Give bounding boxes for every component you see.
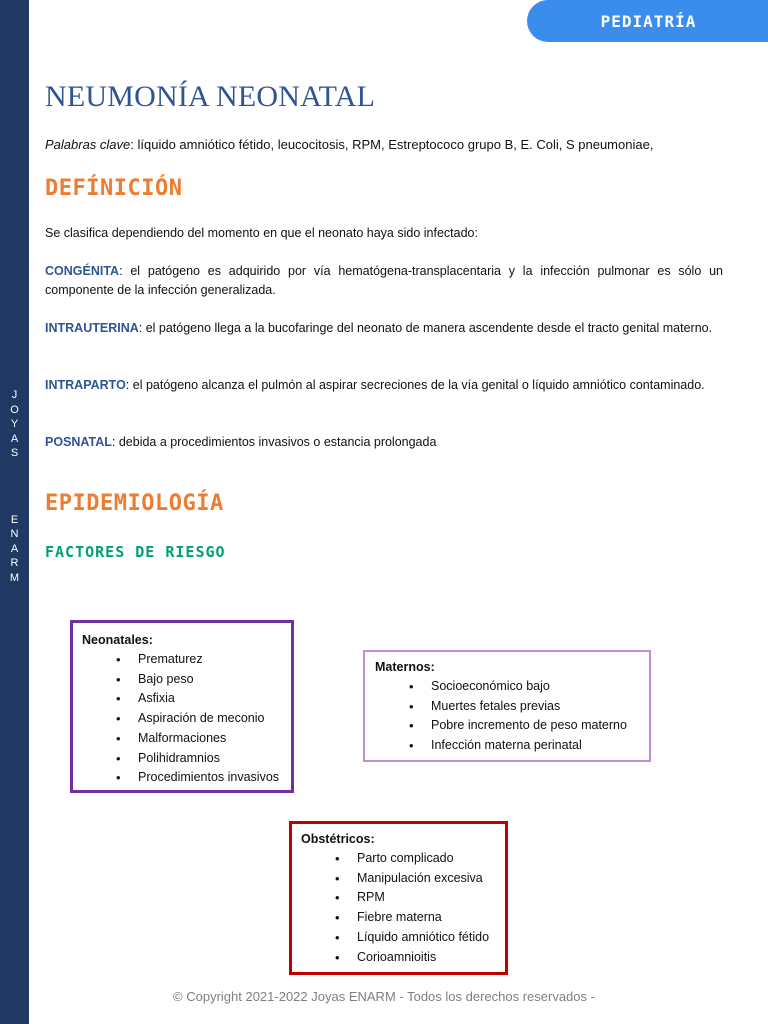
list-item: • Parto complicado: [335, 849, 496, 869]
definicion-item-intrauterina: [45, 319, 723, 338]
sidebar-letter: R: [10, 557, 19, 569]
list-item: • Malformaciones: [116, 729, 282, 749]
definicion-intro: Se clasifica dependiendo del momento en que el neonato haya sido infectado:: [45, 226, 478, 240]
keywords-text: : líquido amniótico fétido, leucocitosis, RPM, Estreptococo grupo B, E. Coli, S pneumoniae,: [130, 137, 654, 152]
obstetricos-box: [289, 821, 508, 975]
term-label: INTRAPARTO: [45, 378, 126, 392]
obstetricos-list: [301, 849, 496, 967]
sidebar-letter: J: [11, 389, 18, 401]
box-title: Maternos:: [375, 660, 435, 674]
list-item: • Muertes fetales previas: [409, 697, 639, 717]
term-text: : el patógeno alcanza el pulmón al aspirar secreciones de la vía genital o líquido amniótico contaminado.: [125, 378, 705, 392]
box-title: Obstétricos:: [301, 832, 375, 846]
list-item: • RPM: [335, 888, 496, 908]
list-item: • Bajo peso: [116, 670, 282, 690]
page-title: NEUMONÍA NEONATAL: [45, 80, 376, 113]
sidebar-letter: S: [10, 447, 19, 459]
list-item: • Manipulación excesiva: [335, 869, 496, 889]
keywords-line: [45, 137, 653, 152]
list-item: • Infección materna perinatal: [409, 736, 639, 756]
sidebar-letter: E: [10, 513, 19, 526]
list-item: • Corioamnioitis: [335, 948, 496, 968]
term-text: : el patógeno es adquirido por vía hematógena-transplacentaria y la infección pulmonar es sólo un componente de la infección generalizada.: [45, 264, 723, 297]
maternos-box: [363, 650, 651, 762]
sidebar-letter: A: [10, 432, 19, 445]
box-title: Neonatales:: [82, 633, 153, 647]
list-item: • Aspiración de meconio: [116, 709, 282, 729]
sidebar-band: [0, 0, 29, 1024]
term-text: : el patógeno llega a la bucofaringe del neonato de manera ascendente desde el tracto genital materno.: [138, 321, 713, 335]
list-item: • Prematurez: [116, 650, 282, 670]
list-item: • Fiebre materna: [335, 908, 496, 928]
neonatales-list: [82, 650, 282, 788]
list-item: • Procedimientos invasivos: [116, 768, 282, 788]
definicion-heading: DEFÍNICIÓN: [45, 176, 183, 201]
maternos-list: [375, 677, 639, 756]
sidebar-letter: M: [9, 571, 20, 584]
list-item: • Líquido amniótico fétido: [335, 928, 496, 948]
list-item: • Polihidramnios: [116, 749, 282, 769]
copyright-footer: © Copyright 2021-2022 Joyas ENARM - Todos los derechos reservados -: [173, 989, 595, 1004]
sidebar-letter: N: [10, 528, 19, 540]
keywords-label: Palabras clave: [45, 137, 131, 152]
section-label-pill: PEDIATRÍA: [527, 0, 768, 42]
term-label: POSNATAL: [45, 435, 112, 449]
definicion-item-intraparto: [45, 376, 723, 395]
term-label: CONGÉNITA: [45, 264, 120, 278]
sidebar-gap: [0, 461, 29, 513]
neonatales-box: [70, 620, 294, 793]
definicion-item-posnatal: [45, 433, 723, 452]
list-item: • Socioeconómico bajo: [409, 677, 639, 697]
factores-riesgo-heading: FACTORES DE RIESGO: [45, 543, 226, 561]
list-item: • Pobre incremento de peso materno: [409, 716, 639, 736]
sidebar-letter: O: [10, 403, 19, 416]
term-label: INTRAUTERINA: [45, 321, 139, 335]
sidebar-letter: Y: [10, 418, 19, 430]
list-item: • Asfixia: [116, 689, 282, 709]
sidebar-letter: A: [10, 542, 19, 555]
term-text: : debida a procedimientos invasivos o estancia prolongada: [111, 435, 437, 449]
definicion-item-congenita: [45, 262, 723, 300]
epidemiologia-heading: EPIDEMIOLOGÍA: [45, 491, 224, 516]
sidebar-vertical-text: [0, 388, 29, 585]
